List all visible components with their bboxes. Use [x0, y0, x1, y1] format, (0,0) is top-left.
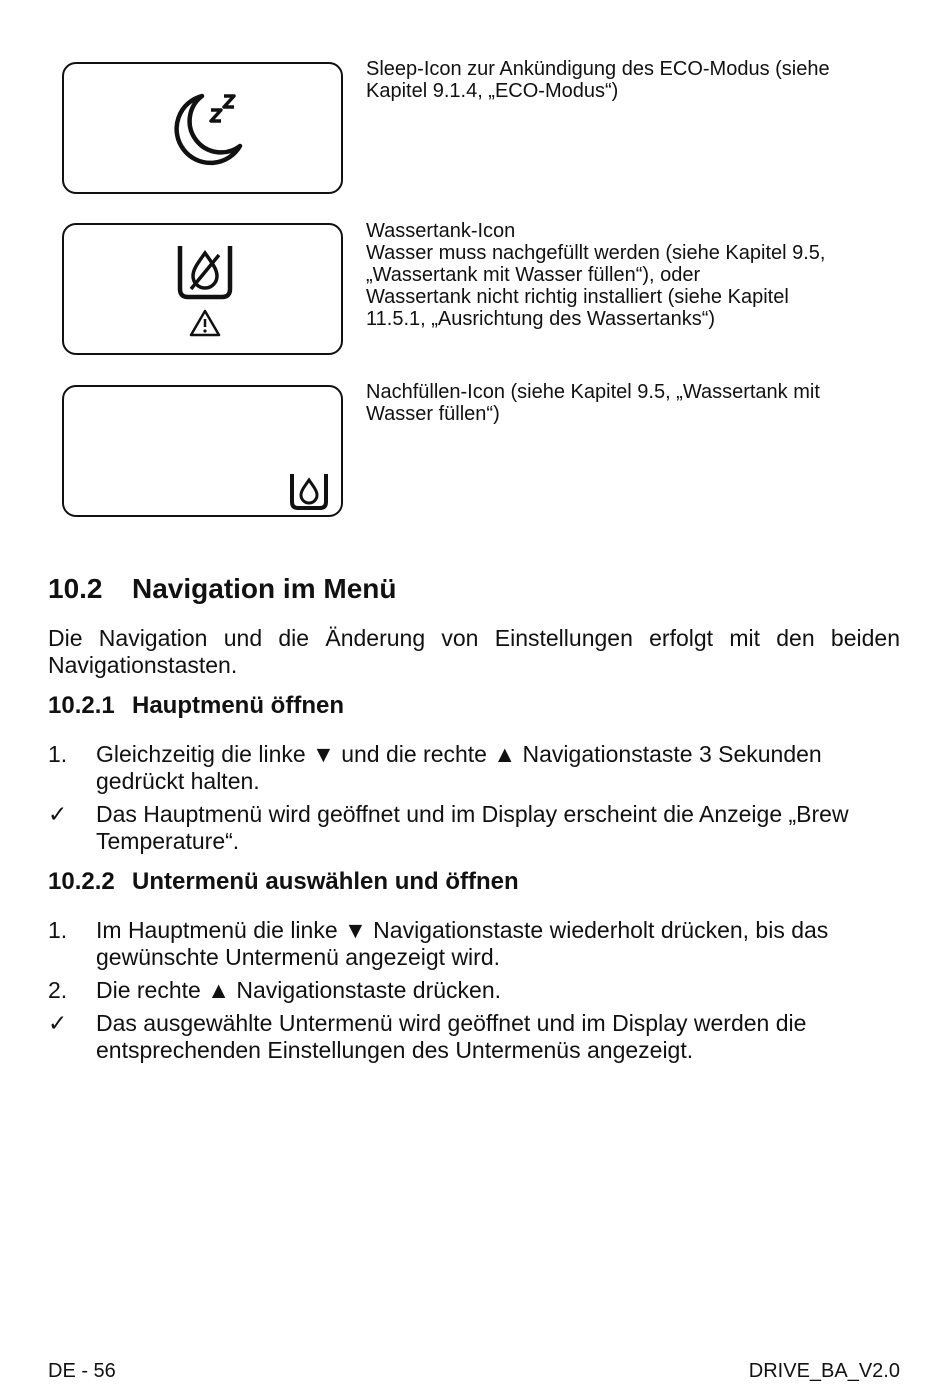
step-text: Das Hauptmenü wird geöffnet und im Display erscheint die Anzeige „Brew Temperature“. — [96, 801, 849, 854]
step-text: Gleichzeitig die linke ▼ und die rechte ▲ Navigationstaste 3 Sekunden gedrückt halten. — [96, 741, 822, 794]
section-intro: Die Navigation und die Änderung von Einstellungen erfolgt mit den beiden Navigationstasten. — [48, 625, 900, 678]
display-box-sleep — [62, 62, 343, 194]
check-icon: ✓ — [48, 801, 68, 827]
sleep-icon-description — [366, 58, 906, 102]
description-line: Wasser füllen“) — [366, 403, 500, 425]
list-item — [48, 1010, 908, 1064]
display-box-water-tank — [62, 223, 343, 355]
water-tank-icon — [175, 243, 235, 301]
step-text: Das ausgewählte Untermenü wird geöffnet und im Display werden die entsprechenden Einstellungen des Untermenüs angezeigt. — [96, 1010, 807, 1063]
step-marker: 2. — [48, 977, 68, 1003]
subsection-heading-main-menu — [48, 691, 344, 721]
check-icon: ✓ — [48, 1010, 68, 1036]
warning-icon — [189, 309, 221, 337]
subsection-heading-submenu — [48, 867, 519, 897]
description-line: 11.5.1, „Ausrichtung des Wassertanks“) — [366, 308, 716, 330]
display-box-refill — [62, 385, 343, 517]
step-marker: 1. — [48, 741, 68, 767]
refill-icon — [288, 471, 330, 511]
subsection-title: Hauptmenü öffnen — [132, 692, 344, 719]
document-id: DRIVE_BA_V2.0 — [748, 1360, 900, 1382]
description-line: Wasser muss nachgefüllt werden (siehe Kapitel 9.5, — [366, 242, 826, 264]
subsection-number: 10.2.2 — [48, 868, 115, 895]
step-marker: 1. — [48, 917, 68, 943]
list-item — [48, 917, 908, 971]
refill-icon-description — [366, 381, 906, 425]
section-title: Navigation im Menü — [132, 573, 397, 604]
description-line: Sleep-Icon zur Ankündigung des ECO-Modus (siehe — [366, 58, 830, 80]
list-item — [48, 801, 908, 855]
sleep-icon — [168, 90, 258, 170]
description-line: „Wassertank mit Wasser füllen“), oder — [366, 264, 701, 286]
description-line: Wassertank-Icon — [366, 220, 516, 242]
section-number: 10.2 — [48, 573, 103, 604]
step-text: Die rechte ▲ Navigationstaste drücken. — [96, 977, 502, 1003]
description-line: Kapitel 9.1.4, „ECO-Modus“) — [366, 80, 619, 102]
subsection-number: 10.2.1 — [48, 692, 115, 719]
description-line: Wassertank nicht richtig installiert (siehe Kapitel — [366, 286, 789, 308]
page-number: DE - 56 — [48, 1360, 116, 1382]
water-tank-icon-description — [366, 220, 906, 330]
list-item — [48, 741, 908, 795]
step-text: Im Hauptmenü die linke ▼ Navigationstaste wiederholt drücken, bis das gewünschte Untermenü angezeigt wird. — [96, 917, 829, 970]
section-heading — [48, 571, 396, 607]
list-item — [48, 977, 908, 1004]
subsection-title: Untermenü auswählen und öffnen — [132, 868, 519, 895]
description-line: Nachfüllen-Icon (siehe Kapitel 9.5, „Wassertank mit — [366, 381, 820, 403]
